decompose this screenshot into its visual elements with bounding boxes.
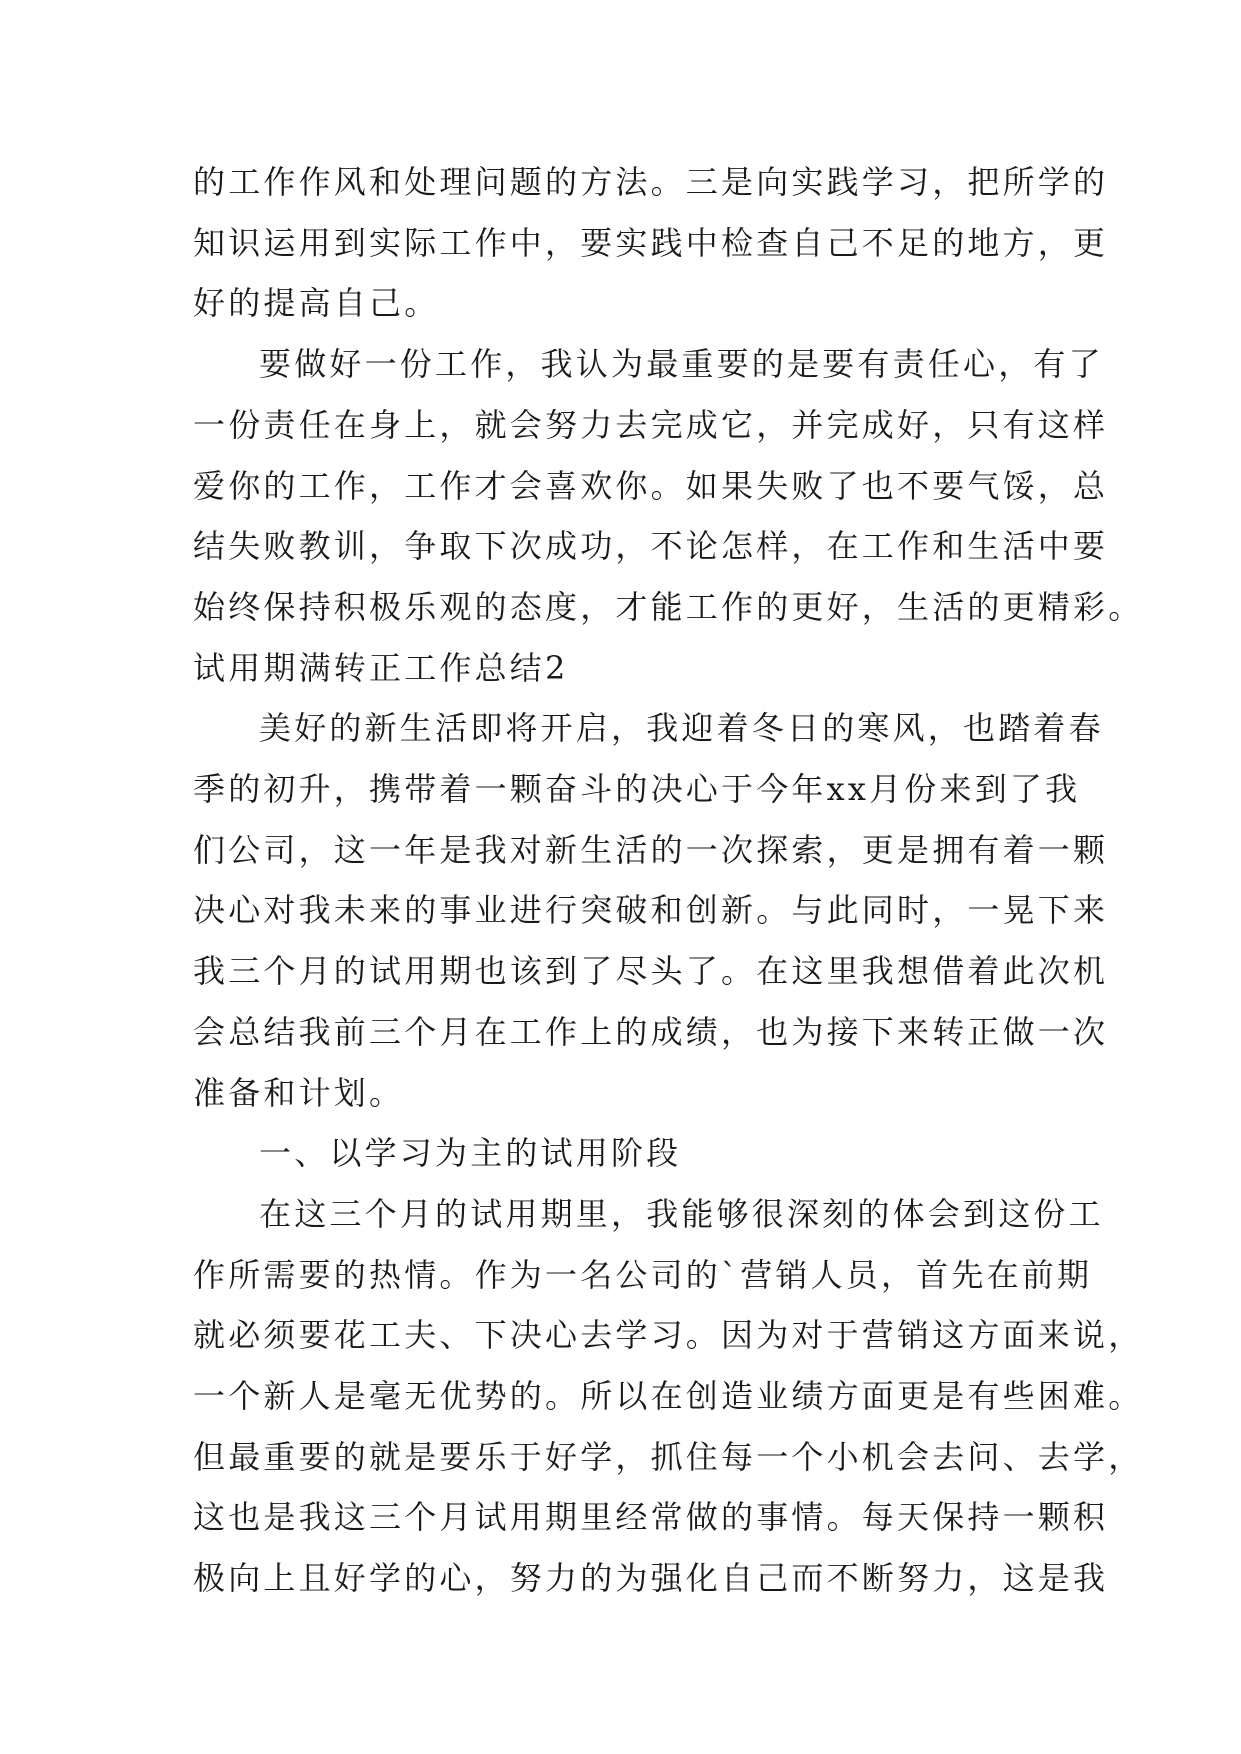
text-line: 要做好一份工作，我认为最重要的是要有责任心，有了 [259,345,1104,384]
section-heading [193,1123,1055,1184]
text-line: 作所需要的热情。作为一名公司的`营销人员，首先在前期 [193,1255,1093,1294]
text-line: 美好的新生活即将开启，我迎着冬日的寒风，也踏着春 [259,709,1104,748]
text-line: 好的提高自己。 [193,284,440,323]
text-line: 季的初升，携带着一颗奋斗的决心于今年xx月份来到了我 [193,770,1081,809]
text-line: 极向上且好学的心，努力的为强化自己而不断努力，这是我 [193,1559,1109,1598]
text-line: 结失败教训，争取下次成功，不论怎样，在工作和生活中要 [193,527,1109,566]
text-line: 准备和计划。 [193,1073,405,1112]
text-line: 的工作作风和处理问题的方法。三是向实践学习，把所学的 [193,163,1109,201]
text-line: 我三个月的试用期也该到了尽头了。在这里我想借着此次机 [193,952,1109,991]
text-line: 一份责任在身上，就会努力去完成它，并完成好，只有这样 [193,405,1109,444]
paragraph-intro [193,698,1109,1123]
text-line: 爱你的工作，工作才会喜欢你。如果失败了也不要气馁，总 [193,466,1109,505]
text-line: 决心对我未来的事业进行突破和创新。与此同时，一晃下来 [193,891,1109,930]
paragraph-responsibility [193,334,1144,638]
text-line: 在这三个月的试用期里，我能够很深刻的体会到这份工 [259,1194,1104,1233]
text-line: 们公司，这一年是我对新生活的一次探索，更是拥有着一颗 [193,830,1109,869]
document-title [193,638,1055,699]
text-line: 知识运用到实际工作中，要实践中检查自己不足的地方，更 [193,223,1109,262]
text-line: 但最重要的就是要乐于好学，抓住每一个小机会去问、去学， [193,1437,1144,1476]
text-line: 会总结我前三个月在工作上的成绩，也为接下来转正做一次 [193,1012,1109,1051]
text-line: 始终保持积极乐观的态度，才能工作的更好，生活的更精彩。 [193,587,1144,626]
document-body [193,152,1144,1609]
text-line: 就必须要花工夫、下决心去学习。因为对于营销这方面来说， [193,1316,1144,1355]
text-line: 一个新人是毫无优势的。所以在创造业绩方面更是有些困难。 [193,1377,1144,1416]
text-line: 这也是我这三个月试用期里经常做的事情。每天保持一颗积 [193,1498,1109,1537]
title-line: 试用期满转正工作总结2 [193,648,569,687]
paragraph-continued [193,152,1109,334]
heading-line: 一、以学习为主的试用阶段 [259,1134,682,1173]
paragraph-learning [193,1184,1144,1609]
